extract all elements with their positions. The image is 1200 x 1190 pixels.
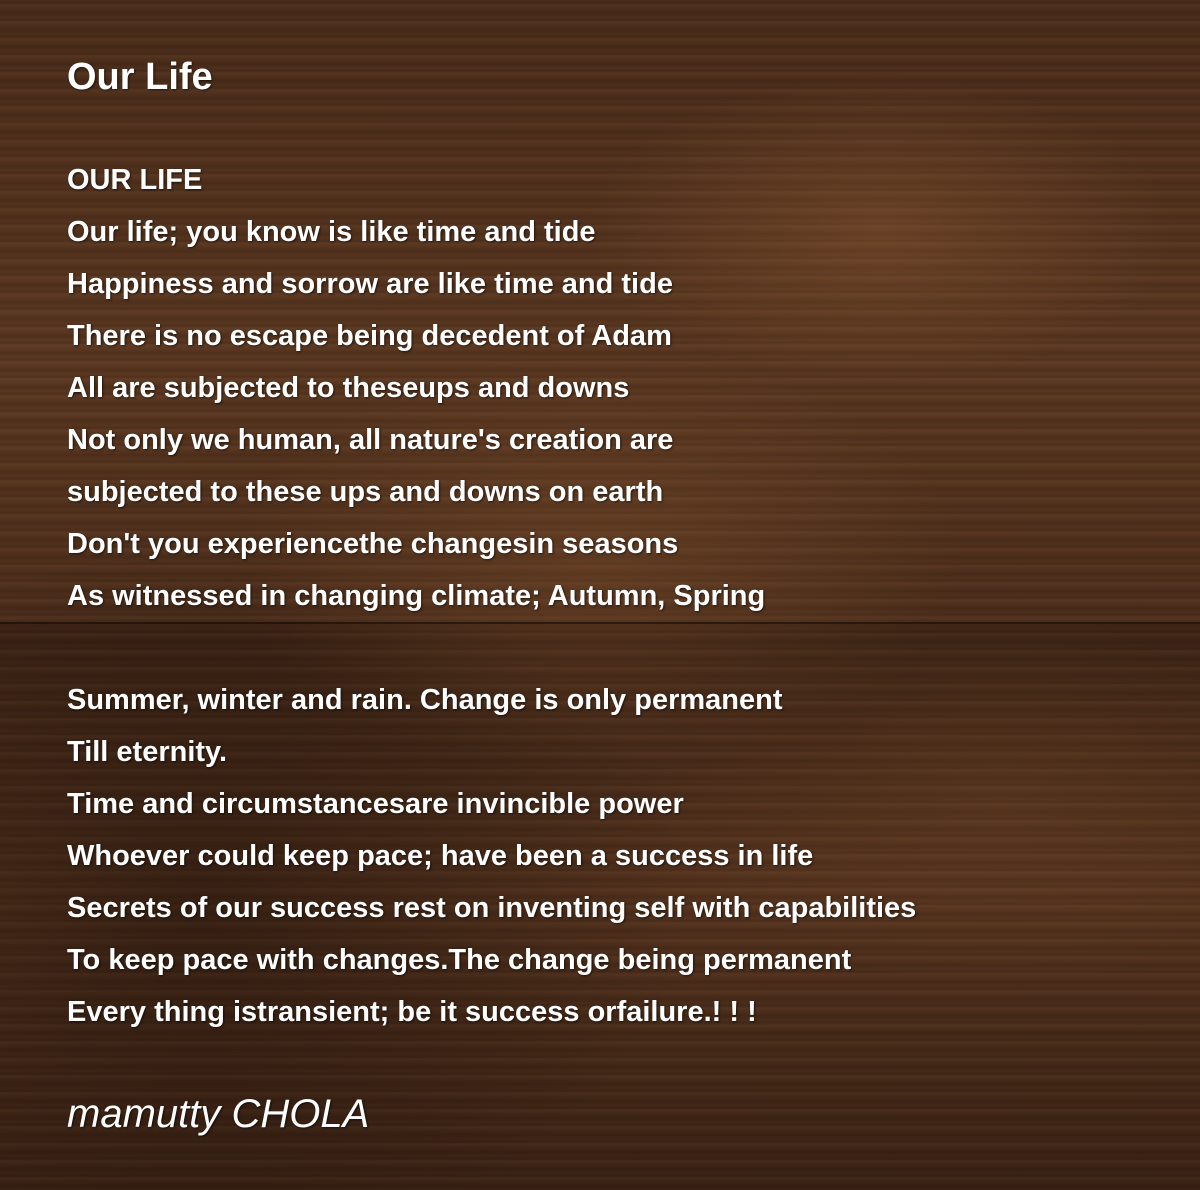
poem-body — [67, 154, 1167, 1038]
poem-line: Happiness and sorrow are like time and tide — [67, 268, 673, 300]
poem-line: Summer, winter and rain. Change is only permanent — [67, 684, 783, 716]
poem-line: All are subjected to theseups and downs — [67, 372, 630, 404]
poem-line: There is no escape being decedent of Adam — [67, 320, 672, 352]
poem-line: Time and circumstancesare invincible power — [67, 788, 684, 820]
poem-line: Our life; you know is like time and tide — [67, 216, 596, 248]
poem-author: mamutty CHOLA — [67, 1092, 370, 1136]
poem-line: Don't you experiencethe changesin seasons — [67, 528, 679, 560]
poem-line: To keep pace with changes.The change being permanent — [67, 944, 852, 976]
poem-line: Till eternity. — [67, 736, 228, 768]
poem-line: Secrets of our success rest on inventing self with capabilities — [67, 892, 917, 924]
poem-line: As witnessed in changing climate; Autumn, Spring — [67, 580, 766, 612]
poem-title: Our Life — [67, 56, 213, 98]
poem-line: subjected to these ups and downs on earth — [67, 476, 664, 508]
poem-line: Whoever could keep pace; have been a success in life — [67, 840, 814, 872]
stanza-break — [67, 622, 1167, 674]
poem-line: Every thing istransient; be it success orfailure.! ! ! — [67, 996, 757, 1028]
poem-line: OUR LIFE — [67, 164, 203, 196]
poem-line: Not only we human, all nature's creation are — [67, 424, 674, 456]
